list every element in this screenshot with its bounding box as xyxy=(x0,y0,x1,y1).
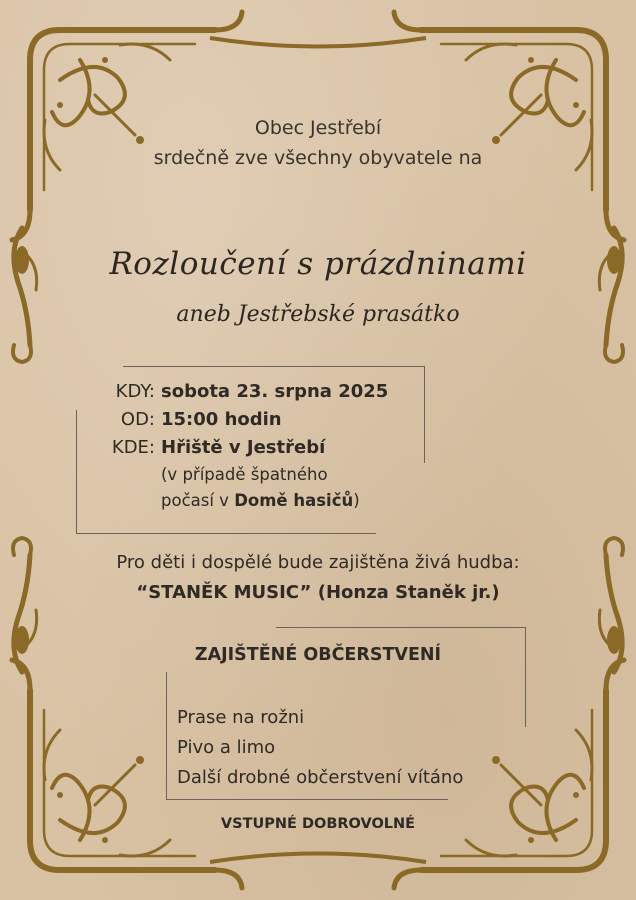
refreshments-frame-left xyxy=(166,672,167,800)
where-row xyxy=(105,434,425,462)
fallback-venue: Domě hasičů xyxy=(234,491,354,510)
refreshment-item: Pivo a limo xyxy=(177,737,276,758)
refreshments-frame-bottom xyxy=(166,799,448,800)
from-value: 15:00 hodin xyxy=(161,409,282,430)
when-row xyxy=(105,378,425,406)
where-value: Hřiště v Jestřebí xyxy=(161,437,326,458)
details-frame-bottom xyxy=(76,533,376,534)
refreshments-frame-right xyxy=(525,627,526,727)
weather-note-suffix: ) xyxy=(353,491,360,510)
event-details xyxy=(105,378,425,514)
when-value: sobota 23. srpna 2025 xyxy=(161,381,389,402)
weather-note-line2 xyxy=(105,488,425,514)
refreshments-list xyxy=(177,703,507,793)
event-subtitle: aneb Jestřebské prasátko xyxy=(176,302,460,327)
music-info xyxy=(0,548,636,608)
weather-note-line1: (v případě špatného xyxy=(161,465,328,484)
entry-fee: VSTUPNÉ DOBROVOLNÉ xyxy=(220,816,416,832)
refreshments-heading: ZAJIŠTĚNÉ OBČERSTVENÍ xyxy=(194,645,442,665)
from-row xyxy=(105,406,425,434)
event-title: Rozloučení s prázdninami xyxy=(109,246,527,282)
refreshment-item: Prase na rožni xyxy=(177,707,305,728)
from-label: OD: xyxy=(120,409,155,430)
refreshments-frame-top xyxy=(276,627,526,628)
invitation-intro xyxy=(0,113,636,173)
details-frame-top xyxy=(123,366,425,367)
where-label: KDE: xyxy=(111,437,155,458)
when-label: KDY: xyxy=(115,381,155,402)
details-frame-left xyxy=(76,410,77,534)
weather-note-prefix: počasí v xyxy=(161,491,235,510)
invitation-line: srdečně zve všechny obyvatele na xyxy=(153,147,483,169)
band-name: “STANĚK MUSIC” (Honza Staněk jr.) xyxy=(136,582,500,603)
music-intro: Pro děti i dospělé bude zajištěna živá hudba: xyxy=(116,552,520,573)
refreshment-item: Další drobné občerstvení vítáno xyxy=(177,767,464,788)
municipality-name: Obec Jestřebí xyxy=(254,117,382,139)
